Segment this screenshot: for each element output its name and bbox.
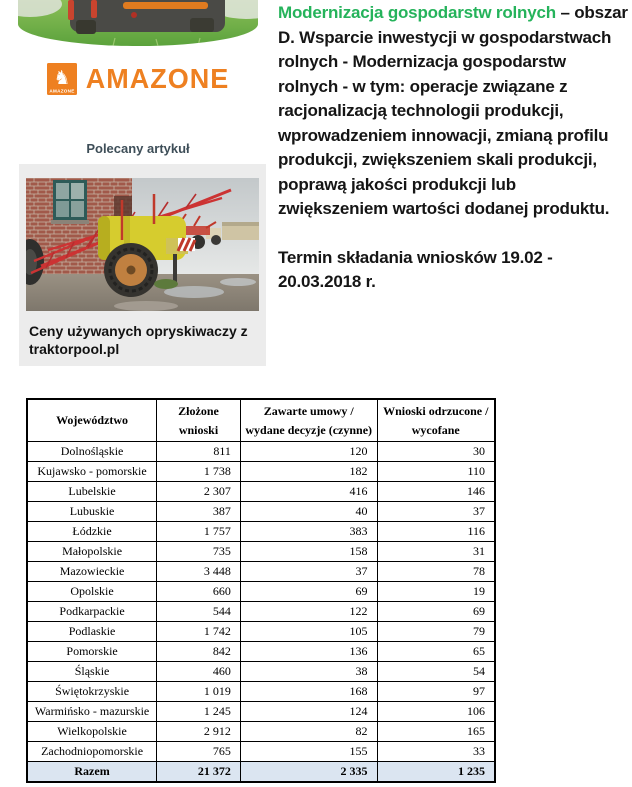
table-row [27,722,495,742]
value-cell: 65 [377,642,495,662]
value-cell: 40 [240,502,377,522]
article-link[interactable]: Modernizacja gospodarstw rolnych [278,3,556,22]
value-cell: 79 [377,622,495,642]
voivodeship-cell: Łódzkie [27,522,157,542]
featured-article-caption[interactable]: Ceny używanych opryskiwaczy z traktorpool.pl [29,323,248,358]
value-cell: 460 [157,662,241,682]
value-cell: 811 [157,442,241,462]
value-cell: 21 372 [157,762,241,782]
voivodeship-cell: Wielkopolskie [27,722,157,742]
recommended-heading: Polecany artykuł [86,141,190,156]
table-row [27,682,495,702]
value-cell: 33 [377,742,495,762]
table-row [27,742,495,762]
voivodeship-cell: Lubuskie [27,502,157,522]
value-cell: 120 [240,442,377,462]
brand-wordmark: AMAZONE [85,63,230,94]
svg-text:AMAZONE: AMAZONE [49,88,75,94]
value-cell: 97 [377,682,495,702]
applications-table [26,398,496,783]
svg-text:♞: ♞ [53,67,71,89]
value-cell: 78 [377,562,495,582]
value-cell: 124 [240,702,377,722]
value-cell: 110 [377,462,495,482]
voivodeship-cell: Podkarpackie [27,602,157,622]
value-cell: 37 [377,502,495,522]
voivodeship-cell: Mazowieckie [27,562,157,582]
value-cell: 30 [377,442,495,462]
value-cell: 31 [377,542,495,562]
featured-article-card[interactable] [19,164,266,366]
value-cell: 19 [377,582,495,602]
value-cell: 1 738 [157,462,241,482]
value-cell: 3 448 [157,562,241,582]
grass-field-machine-photo[interactable] [18,0,258,46]
article-separator: – [555,3,575,22]
value-cell: 1 742 [157,622,241,642]
deadline-text: Termin składania wniosków 19.02 - 20.03.2018 r. [278,247,553,291]
used-field-sprayer-photo[interactable] [26,178,259,311]
article-body-text: obszar D. Wsparcie inwestycji w gospodarstwach rolnych - Modernizacja gospodarstw rolnych - w tym: operacje związane z racjonalizacją technologii produkcji, wprowadzeniem innowacji, zmianą profilu produkcji, zwiększeniem skali produkcji, poprawą jakości produkcji lub zwiększeniem wartości dodanej produktu. [278,3,628,218]
amazone-logo[interactable] [18,56,258,102]
table-row [27,522,495,542]
table-row [27,582,495,602]
value-cell: 158 [240,542,377,562]
value-cell: 69 [377,602,495,622]
table-row [27,662,495,682]
table-row [27,702,495,722]
value-cell: 122 [240,602,377,622]
value-cell: 1 235 [377,762,495,782]
header-contracts: Zawarte umowy / wydane decyzje (czynne) [240,399,377,442]
table-row [27,642,495,662]
value-cell: 136 [240,642,377,662]
value-cell: 842 [157,642,241,662]
value-cell: 69 [240,582,377,602]
article-paragraph [278,1,630,222]
value-cell: 1 757 [157,522,241,542]
value-cell: 416 [240,482,377,502]
value-cell: 765 [157,742,241,762]
value-cell: 182 [240,462,377,482]
table-row [27,602,495,622]
voivodeship-cell: Kujawsko - pomorskie [27,462,157,482]
voivodeship-cell: Opolskie [27,582,157,602]
voivodeship-cell: Świętokrzyskie [27,682,157,702]
value-cell: 38 [240,662,377,682]
voivodeship-cell: Małopolskie [27,542,157,562]
header-submitted: Złożone wnioski [157,399,241,442]
table-row [27,442,495,462]
value-cell: 2 335 [240,762,377,782]
table-row [27,622,495,642]
value-cell: 660 [157,582,241,602]
value-cell: 146 [377,482,495,502]
table-total-row [27,762,495,782]
value-cell: 1 245 [157,702,241,722]
grass-photo-illustration [18,0,258,46]
value-cell: 116 [377,522,495,542]
voivodeship-cell: Dolnośląskie [27,442,157,462]
value-cell: 105 [240,622,377,642]
value-cell: 37 [240,562,377,582]
value-cell: 383 [240,522,377,542]
table-row [27,462,495,482]
value-cell: 165 [377,722,495,742]
value-cell: 387 [157,502,241,522]
table-header-row [27,399,495,442]
value-cell: 1 019 [157,682,241,702]
voivodeship-cell: Zachodniopomorskie [27,742,157,762]
value-cell: 155 [240,742,377,762]
voivodeship-cell: Pomorskie [27,642,157,662]
voivodeship-cell: Lubelskie [27,482,157,502]
voivodeship-cell: Warmińsko - mazurskie [27,702,157,722]
table-row [27,482,495,502]
table-body [27,442,495,782]
value-cell: 2 912 [157,722,241,742]
value-cell: 106 [377,702,495,722]
value-cell: 2 307 [157,482,241,502]
article-lead [278,1,630,295]
header-rejected: Wnioski odrzucone / wycofane [377,399,495,442]
horse-rider-icon [47,63,77,95]
value-cell: 168 [240,682,377,702]
value-cell: 735 [157,542,241,562]
table-row [27,502,495,522]
value-cell: 54 [377,662,495,682]
voivodeship-cell: Razem [27,762,157,782]
table-row [27,562,495,582]
table-row [27,542,495,562]
voivodeship-cell: Śląskie [27,662,157,682]
value-cell: 82 [240,722,377,742]
voivodeship-cell: Podlaskie [27,622,157,642]
header-voivodeship: Województwo [27,399,157,442]
value-cell: 544 [157,602,241,622]
